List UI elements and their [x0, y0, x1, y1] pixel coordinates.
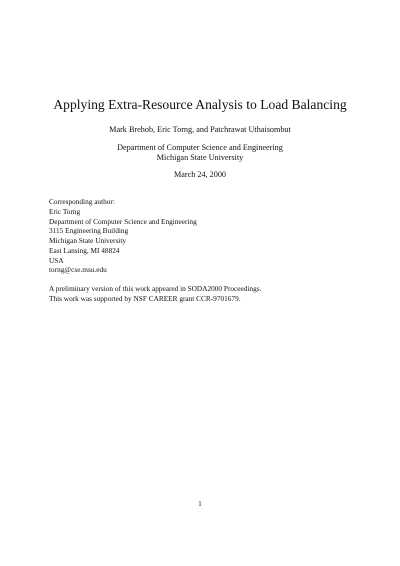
funding-note: This work was supported by NSF CAREER grant CCR-9701679. — [49, 293, 241, 303]
corresponding-author-country: USA — [49, 255, 64, 265]
paper-title: Applying Extra-Resource Analysis to Load Balancing — [53, 97, 347, 112]
publication-notes — [49, 284, 369, 304]
corresponding-author-university: Michigan State University — [49, 236, 127, 245]
corresponding-author-block — [49, 197, 369, 275]
corresponding-author-building: 3115 Engineering Building — [49, 226, 129, 236]
corresponding-author-email: torng@cse.msu.edu — [49, 265, 107, 275]
paper-date: March 24, 2000 — [173, 170, 227, 179]
corresponding-author-department: Department of Computer Science and Engineering — [49, 216, 197, 226]
author-list: Mark Brehob, Eric Torng, and Patchrawat Uthaisombut — [109, 125, 291, 134]
page-number: 1 — [198, 499, 202, 508]
affiliation-university: Michigan State University — [156, 153, 244, 162]
corresponding-author-heading: Corresponding author: — [49, 197, 115, 206]
preliminary-version-note: A preliminary version of this work appeared in SODA2000 Proceedings. — [49, 284, 262, 293]
corresponding-author-name: Eric Torng — [49, 206, 81, 216]
affiliation-department: Department of Computer Science and Engineering — [117, 143, 283, 152]
corresponding-author-city: East Lansing, MI 48824 — [49, 245, 120, 255]
